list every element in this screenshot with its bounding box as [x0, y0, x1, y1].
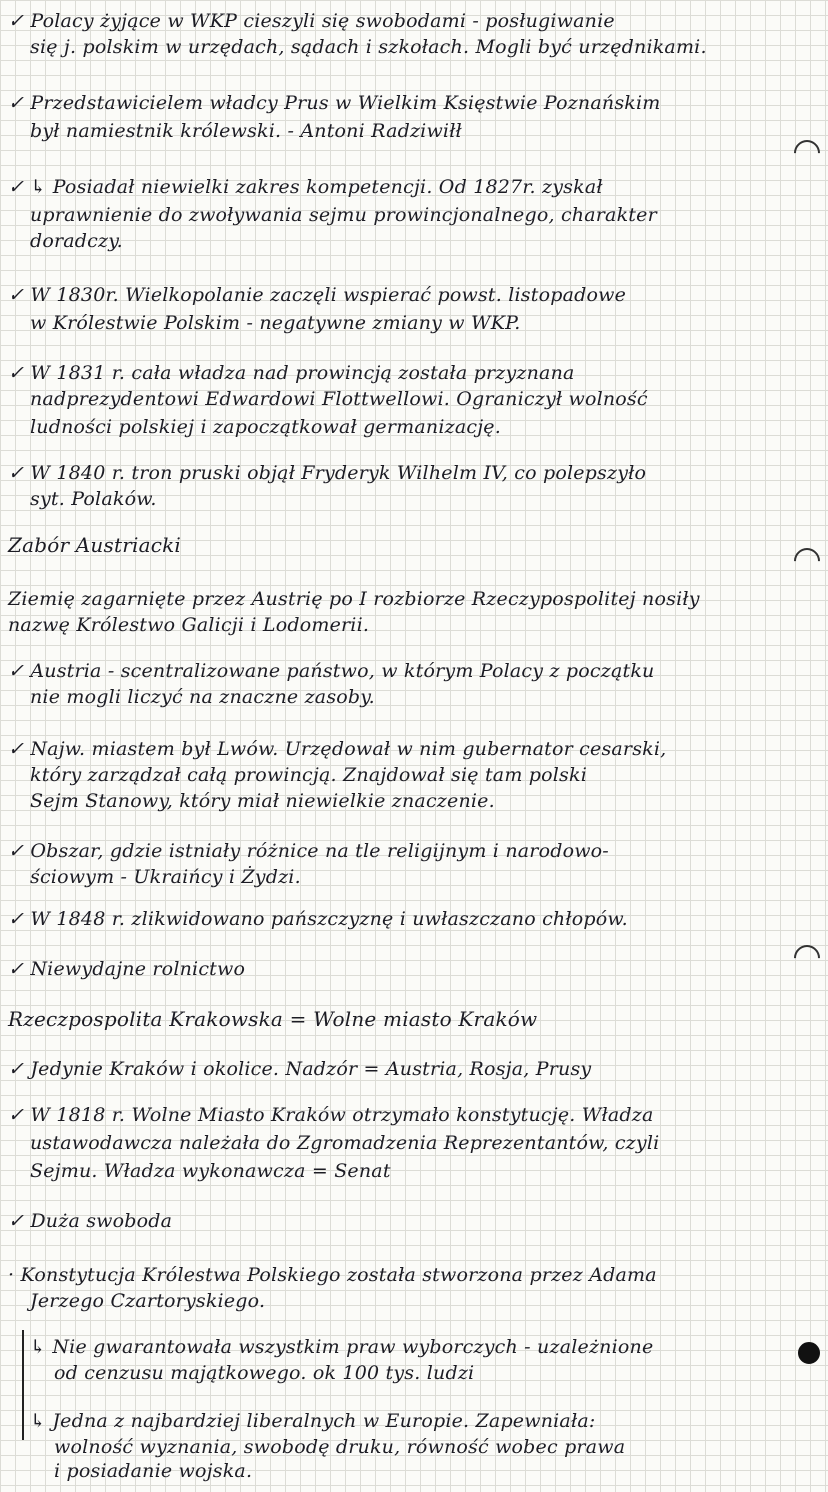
- note-line: się j. polskim w urzędach, sądach i szkołach. Mogli być urzędnikami.: [30, 36, 707, 58]
- note-line: ✓ Austria - scentralizowane państwo, w którym Polacy z początku: [8, 660, 655, 682]
- note-line: był namiestnik królewski. - Antoni Radziwiłł: [30, 120, 462, 142]
- note-line: Ziemię zagarnięte przez Austrię po I rozbiorze Rzeczypospolitej nosiły: [8, 588, 700, 610]
- note-line: uprawnienie do zwoływania sejmu prowincjonalnego, charakter: [30, 204, 657, 226]
- note-line: ↳ Nie gwarantowała wszystkim praw wyborczych - uzależnione: [30, 1336, 654, 1358]
- note-line: ✓ W 1818 r. Wolne Miasto Kraków otrzymało konstytucję. Władza: [8, 1104, 654, 1126]
- note-line: nadprezydentowi Edwardowi Flottwellowi. Ograniczył wolność: [30, 388, 648, 410]
- section-heading: Zabór Austriacki: [8, 533, 182, 557]
- section-heading: Rzeczpospolita Krakowska = Wolne miasto Kraków: [8, 1007, 538, 1031]
- note-line: nazwę Królestwo Galicji i Lodomerii.: [8, 614, 370, 636]
- bracket-line: [22, 1330, 24, 1440]
- note-line: Sejmu. Władza wykonawcza = Senat: [30, 1160, 391, 1182]
- note-line: i posiadanie wojska.: [54, 1460, 253, 1482]
- note-line: ✓ ↳ Posiadał niewielki zakres kompetencji. Od 1827r. zyskał: [8, 176, 603, 198]
- note-line: w Królestwie Polskim - negatywne zmiany w WKP.: [30, 312, 521, 334]
- note-line: ✓ Duża swoboda: [8, 1210, 173, 1232]
- note-line: ✓ Niewydajne rolnictwo: [8, 958, 246, 980]
- note-line: ✓ W 1840 r. tron pruski objął Fryderyk Wilhelm IV, co polepszyło: [8, 462, 647, 484]
- note-line: nie mogli liczyć na znaczne zasoby.: [30, 686, 375, 708]
- note-line: ✓ W 1830r. Wielkopolanie zaczęli wspierać powst. listopadowe: [8, 284, 627, 306]
- note-line: który zarządzał całą prowincją. Znajdował się tam polski: [30, 764, 587, 786]
- note-line: ✓ Przedstawicielem władcy Prus w Wielkim Księstwie Poznańskim: [8, 92, 661, 114]
- note-line: ludności polskiej i zapoczątkował germanizację.: [30, 416, 501, 438]
- note-line: ustawodawcza należała do Zgromadzenia Reprezentantów, czyli: [30, 1132, 660, 1154]
- note-line: ✓ Najw. miastem był Lwów. Urzędował w nim gubernator cesarski,: [8, 738, 667, 760]
- note-line: ✓ W 1831 r. cała władza nad prowincją została przyznana: [8, 362, 575, 384]
- note-line: doradczy.: [30, 230, 123, 252]
- note-line: ↳ Jedna z najbardziej liberalnych w Europie. Zapewniała:: [30, 1410, 596, 1432]
- note-line: · Konstytucja Królestwa Polskiego została stworzona przez Adama: [8, 1264, 657, 1286]
- note-line: syt. Polaków.: [30, 488, 157, 510]
- note-line: ✓ Obszar, gdzie istniały różnice na tle religijnym i narodowo-: [8, 840, 609, 862]
- note-line: ✓ W 1848 r. zlikwidowano pańszczyznę i uwłaszczano chłopów.: [8, 908, 628, 930]
- note-line: Sejm Stanowy, który miał niewielkie znaczenie.: [30, 790, 495, 812]
- note-line: ściowym - Ukraińcy i Żydzi.: [30, 866, 301, 888]
- note-line: ✓ Jedynie Kraków i okolice. Nadzór = Austria, Rosja, Prusy: [8, 1058, 592, 1080]
- note-line: Jerzego Czartoryskiego.: [30, 1290, 266, 1312]
- note-line: od cenzusu majątkowego. ok 100 tys. ludzi: [54, 1362, 475, 1384]
- note-line: wolność wyznania, swobodę druku, równość wobec prawa: [54, 1436, 626, 1458]
- note-line: ✓ Polacy żyjące w WKP cieszyli się swobodami - posługiwanie: [8, 10, 615, 32]
